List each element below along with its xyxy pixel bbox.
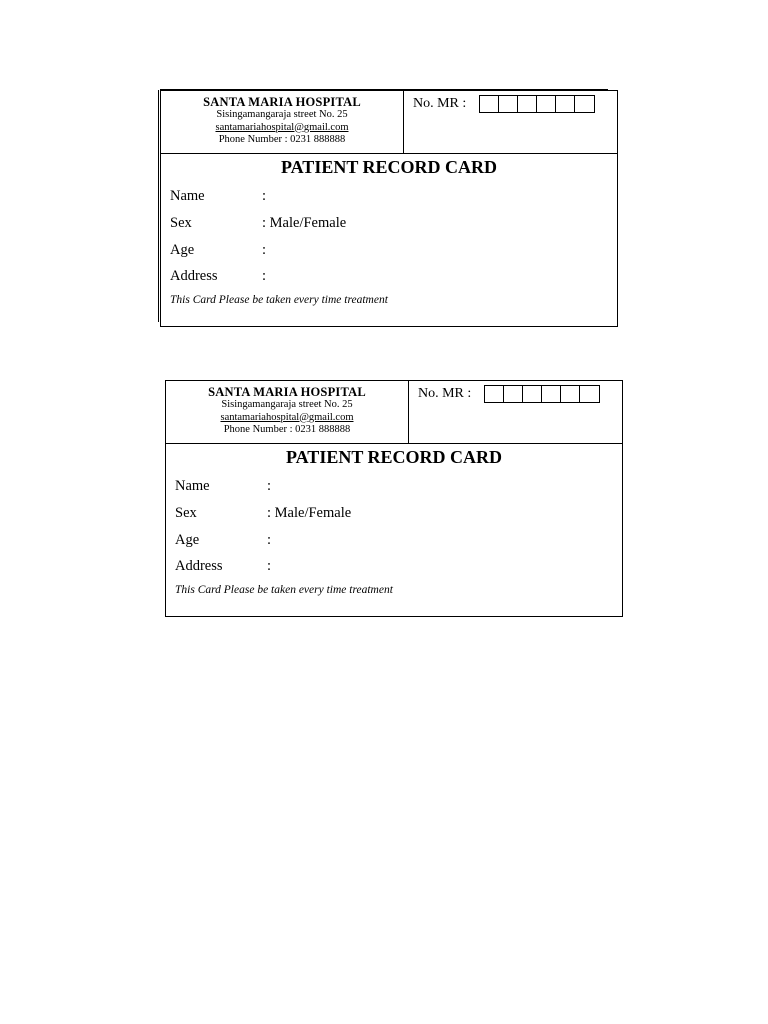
field-address [170,267,266,285]
hospital-phone: Phone Number : 0231 888888 [218,134,346,145]
card-note: This Card Please be taken every time treatment [170,294,388,306]
hospital-name: SANTA MARIA HOSPITAL [208,385,366,399]
mr-digit-box[interactable] [537,96,556,112]
hospital-address: Sisingamangaraja street No. 25 [216,109,348,120]
mr-number-label: No. MR : [413,96,467,111]
mr-digit-box[interactable] [504,386,523,402]
field-age-value: : [267,532,272,548]
field-address-value: : [262,268,267,284]
field-address [175,557,271,575]
field-name-label: Name [175,478,210,494]
field-sex [170,214,346,232]
field-address-label: Address [170,268,218,284]
card-title: PATIENT RECORD CARD [285,447,503,467]
hospital-email: santamariahospital@gmail.com [215,121,349,133]
field-sex-label: Sex [175,505,197,521]
field-age [170,241,266,259]
field-age [175,531,271,549]
mr-digit-box[interactable] [480,96,499,112]
mr-digit-box[interactable] [499,96,518,112]
field-name-value: : [267,478,272,494]
mr-digit-box[interactable] [518,96,537,112]
mr-number-boxes [479,95,595,113]
field-name-value: : [262,188,267,204]
field-address-value: : [267,558,272,574]
mr-digit-box[interactable] [485,386,504,402]
hospital-email: santamariahospital@gmail.com [220,411,354,423]
mr-digit-box[interactable] [556,96,575,112]
field-sex-value: : Male/Female [262,215,347,231]
field-name [170,187,266,205]
field-age-label: Age [175,532,200,548]
hospital-info [161,91,404,153]
hospital-info [166,381,409,443]
mr-digit-box[interactable] [542,386,561,402]
mr-digit-box[interactable] [561,386,580,402]
field-sex [175,504,351,522]
hospital-name: SANTA MARIA HOSPITAL [203,95,361,109]
field-age-value: : [262,242,267,258]
field-age-label: Age [170,242,195,258]
mr-number-label: No. MR : [418,386,472,401]
mr-digit-box[interactable] [580,386,599,402]
patient-record-card-1 [160,90,618,327]
field-address-label: Address [175,558,223,574]
card-header [161,91,617,154]
card-header [166,381,622,444]
field-name-label: Name [170,188,205,204]
card-note: This Card Please be taken every time treatment [175,584,393,596]
mr-number-boxes [484,385,600,403]
field-sex-value: : Male/Female [267,505,352,521]
hospital-phone: Phone Number : 0231 888888 [223,424,351,435]
field-name [175,477,271,495]
card-title: PATIENT RECORD CARD [280,157,498,177]
field-sex-label: Sex [170,215,192,231]
mr-digit-box[interactable] [575,96,594,112]
mr-digit-box[interactable] [523,386,542,402]
hospital-address: Sisingamangaraja street No. 25 [221,399,353,410]
patient-record-card-2 [165,380,623,617]
